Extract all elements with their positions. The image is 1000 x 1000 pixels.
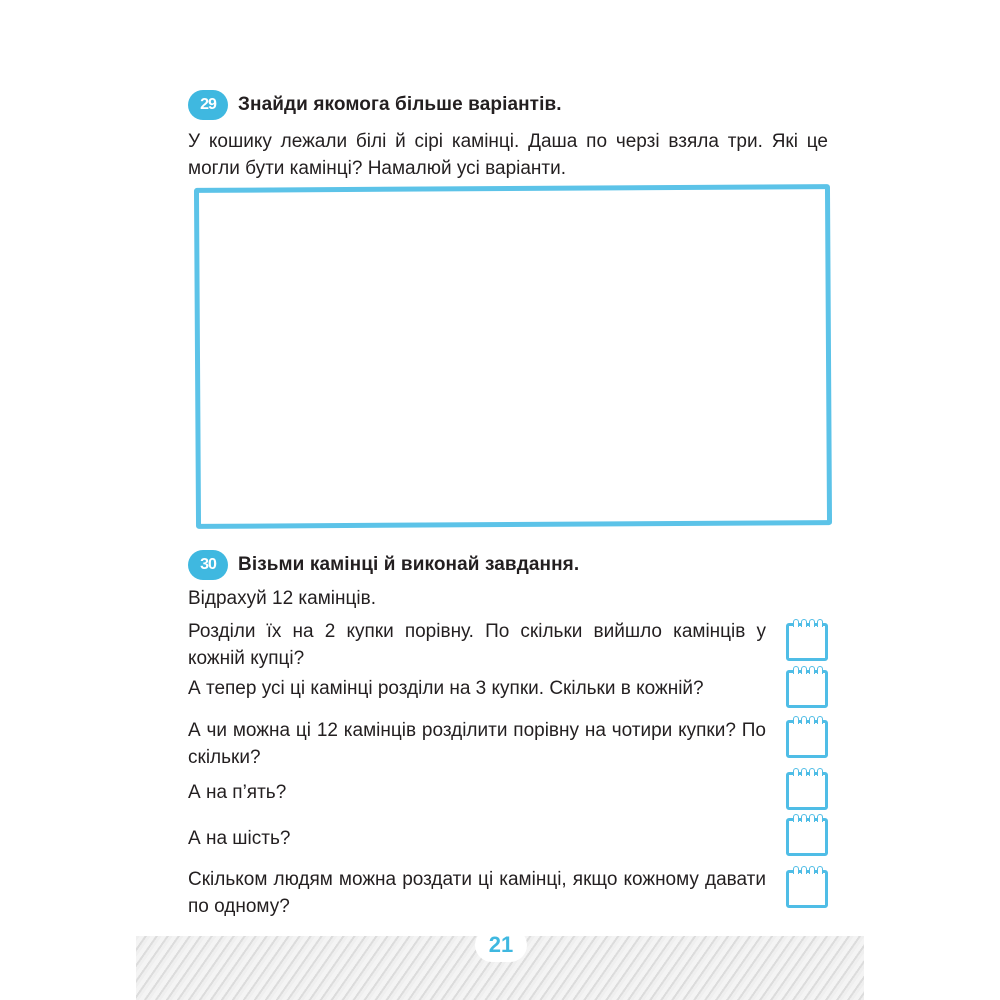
question-2-text: А тепер усі ці камінці розділи на 3 купки. Скільки в кожній? bbox=[188, 678, 704, 699]
task-29-title: Знайди якомога більше варіантів. bbox=[238, 94, 562, 115]
drawing-area[interactable] bbox=[194, 184, 832, 529]
question-5-text: А на шість? bbox=[188, 828, 291, 849]
task-30-header bbox=[188, 548, 579, 582]
question-3-text: А чи можна ці 12 камінців розділити порівну на чотири купки? По скільки? bbox=[188, 720, 766, 768]
notepad-spiral-icon bbox=[793, 814, 823, 822]
answer-box-5[interactable] bbox=[786, 818, 828, 856]
answer-box-6[interactable] bbox=[786, 870, 828, 908]
task-30-intro: Відрахуй 12 камінців. bbox=[188, 588, 376, 609]
notepad-spiral-icon bbox=[793, 716, 823, 724]
task-30-title: Візьми камінці й виконай завдання. bbox=[238, 554, 580, 575]
answer-box-3[interactable] bbox=[786, 720, 828, 758]
answer-box-4[interactable] bbox=[786, 772, 828, 810]
notepad-spiral-icon bbox=[793, 619, 823, 627]
notepad-spiral-icon bbox=[793, 866, 823, 874]
notepad-spiral-icon bbox=[793, 666, 823, 674]
question-6-text: Скільком людям можна роздати ці камінці, якщо кожному давати по одному? bbox=[188, 869, 766, 917]
notepad-spiral-icon bbox=[793, 768, 823, 776]
task-29-text: У кошику лежали білі й сірі камінці. Даша по черзі взяла три. Які це могли бути камінці? Намалюй усі варіанти. bbox=[188, 131, 828, 179]
answer-box-2[interactable] bbox=[786, 670, 828, 708]
task-29-number-badge: 29 bbox=[188, 90, 228, 120]
answer-box-1[interactable] bbox=[786, 623, 828, 661]
task-29-header bbox=[188, 88, 562, 122]
task-30-number-badge: 30 bbox=[188, 550, 228, 580]
question-4-text: А на п’ять? bbox=[188, 782, 287, 803]
page-number: 21 bbox=[475, 928, 527, 962]
question-1-text: Розділи їх на 2 купки порівну. По скільки вийшло камінців у кожній купці? bbox=[188, 621, 766, 669]
